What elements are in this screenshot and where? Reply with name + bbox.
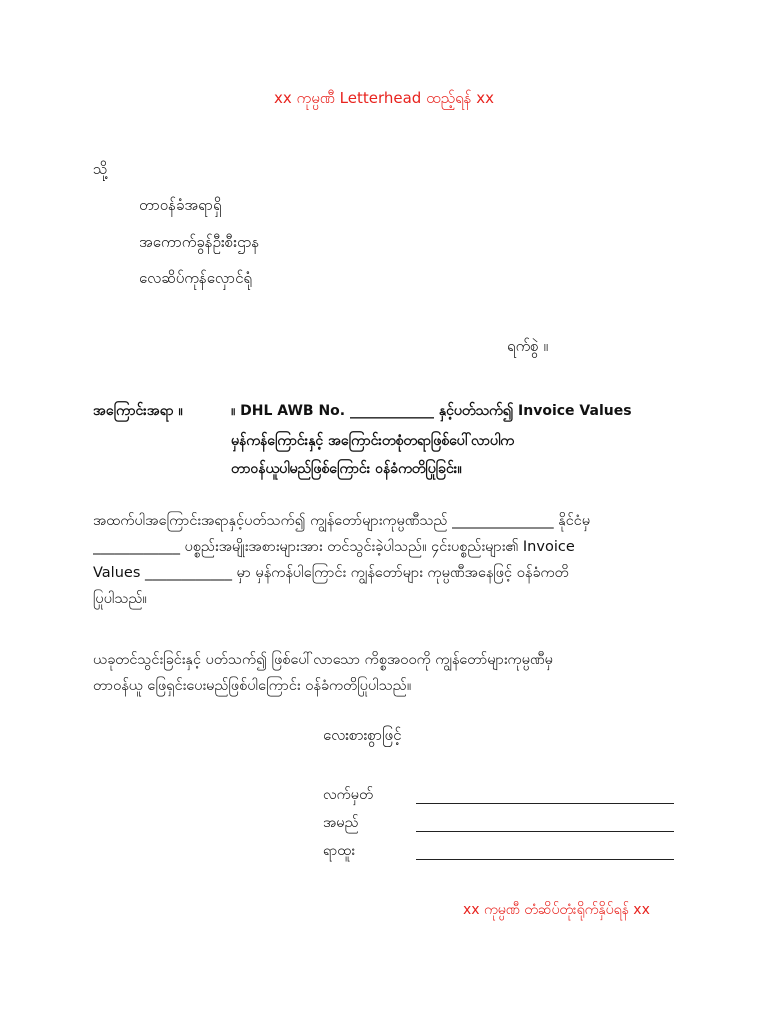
stamp-placeholder: xx ကုမ္ပဏီ တံဆိပ်တုံးရိုက်နှိပ်ရန် xx <box>463 902 650 918</box>
position-label: ရာထူး <box>323 843 355 859</box>
subject-line: ။ DHL AWB No. ____________ နှင့်ပတ်သက်၍ Invoice Values <box>231 403 632 419</box>
body-line: အထက်ပါအကြောင်းအရာနှင့်ပတ်သက်၍ ကျွန်တော်များကုမ္ပဏီသည် ______________ နိုင်ငံမှ <box>93 513 591 529</box>
letterhead-placeholder: xx ကုမ္ပဏီ Letterhead ထည့်ရန် xx <box>274 89 494 107</box>
signature-line <box>416 803 674 804</box>
body-line: ပြုပါသည်။ <box>93 591 147 607</box>
position-row <box>323 842 683 868</box>
signature-label: လက်မှတ် <box>323 787 374 803</box>
closing: လေးစားစွာဖြင့် <box>323 726 402 744</box>
recipient-line: အကောက်ခွန်ဦးစီးဌာန <box>139 233 260 251</box>
name-line <box>416 831 674 832</box>
subject-line: မှန်ကန်ကြောင်းနှင့် အကြောင်းတစုံတရာဖြစ်ပေါ်လာပါက <box>231 433 514 449</box>
subject-line: တာဝန်ယူပါမည်ဖြစ်ကြောင်း ဝန်ခံကတိပြုခြင်း။ <box>231 461 462 477</box>
name-row <box>323 814 683 840</box>
position-line <box>416 859 674 860</box>
body-line: ယခုတင်သွင်းခြင်းနှင့် ပတ်သက်၍ ဖြစ်ပေါ်လာသော ကိစ္စအဝဝကို ကျွန်တော်များကုမ္ပဏီမှ <box>93 652 553 668</box>
body-paragraph-2 <box>93 647 675 699</box>
body-line: Values ____________ မှာ မှန်ကန်ပါကြောင်း ကျွန်တော်များ ကုမ္ပဏီအနေဖြင့် ဝန်ခံကတိ <box>93 565 569 581</box>
recipient-line: တာဝန်ခံအရာရှိ <box>139 196 222 214</box>
name-label: အမည် <box>323 815 359 831</box>
body-line: တာဝန်ယူ ဖြေရှင်းပေးမည်ဖြစ်ပါကြောင်း ဝန်ခံကတိပြုပါသည်။ <box>93 678 412 694</box>
recipient-line: လေဆိပ်ကုန်လှောင်ရုံ <box>139 269 253 287</box>
body-line: ____________ ပစ္စည်းအမျိုးအစားများအား တင်သွင်းခဲ့ပါသည်။ ၄င်းပစ္စည်းများ၏ Invoice <box>93 539 575 555</box>
date-label: ရက်စွဲ ။ <box>507 337 549 355</box>
salutation-to: သို့ <box>93 160 108 178</box>
body-paragraph-1 <box>93 508 675 612</box>
signature-row <box>323 786 683 812</box>
subject-label: အကြောင်းအရာ ။ <box>93 403 183 419</box>
